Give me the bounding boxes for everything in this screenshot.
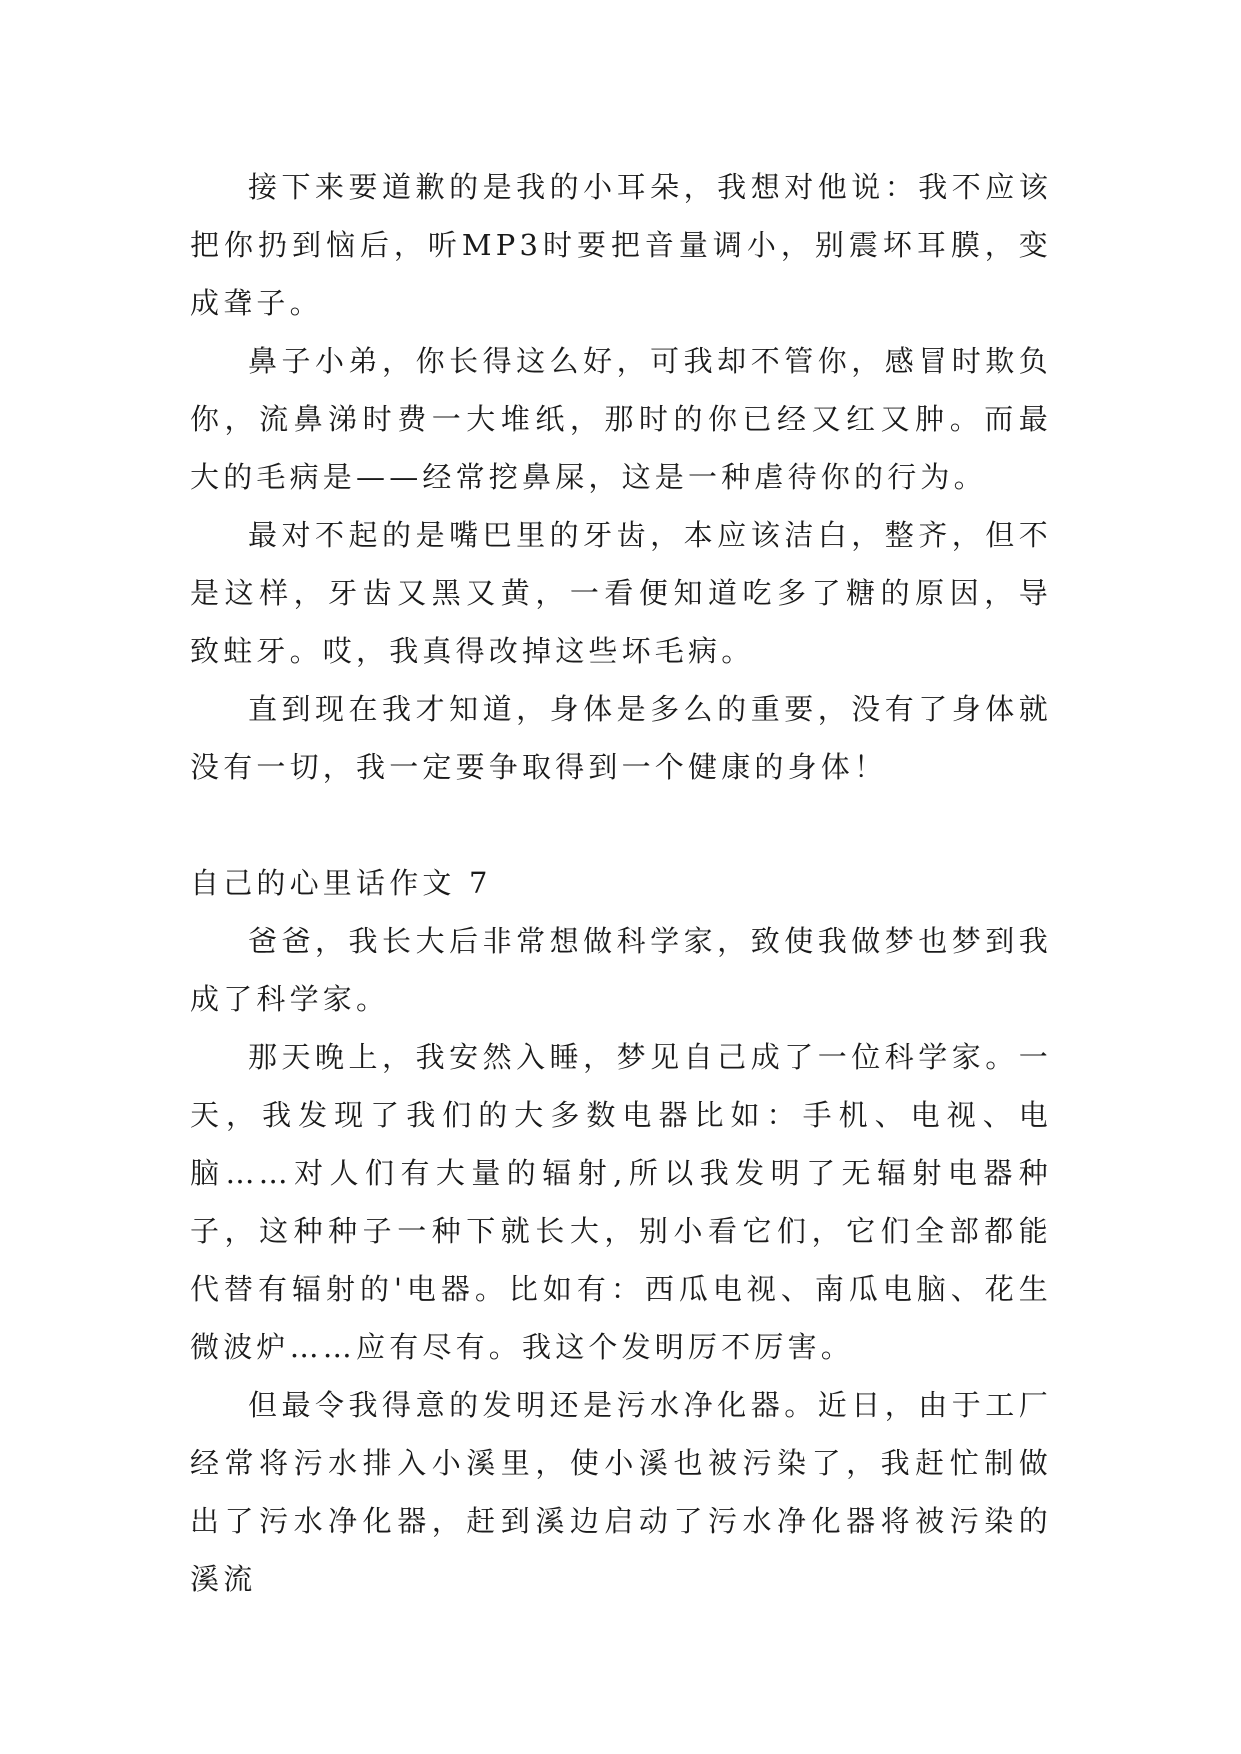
paragraph-health-conclusion: 直到现在我才知道，身体是多么的重要，没有了身体就没有一切，我一定要争取得到一个健康的身体！ — [190, 692, 1052, 784]
paragraph-water-purifier: 但最令我得意的发明还是污水净化器。近日，由于工厂经常将污水排入小溪里，使小溪也被污染了，我赶忙制做出了污水净化器，赶到溪边启动了污水净化器将被污染的溪流 — [190, 1388, 1052, 1596]
paragraph-scientist-dream: 爸爸，我长大后非常想做科学家，致使我做梦也梦到我成了科学家。 — [190, 924, 1052, 1016]
paragraph-ear-apology: 接下来要道歉的是我的小耳朵，我想对他说：我不应该把你扔到恼后，听MP3时要把音量调小，别震坏耳膜，变成聋子。 — [190, 170, 1052, 320]
paragraph-radiation-free-invention: 那天晚上，我安然入睡，梦见自己成了一位科学家。一天，我发现了我们的大多数电器比如：手机、电视、电脑……对人们有大量的辐射,所以我发明了无辐射电器种子，这种种子一种下就长大，别小看它们，它们全部都能代替有辐射的'电器。比如有：西瓜电视、南瓜电脑、花生微波炉……应有尽有。我这个发明厉不厉害。 — [190, 1040, 1052, 1364]
paragraph-nose-apology: 鼻子小弟，你长得这么好，可我却不管你，感冒时欺负你，流鼻涕时费一大堆纸，那时的你已经又红又肿。而最大的毛病是——经常挖鼻屎，这是一种虐待你的行为。 — [190, 344, 1052, 494]
section-title: 自己的心里话作文 7 — [190, 866, 492, 900]
document-body — [190, 158, 1052, 1608]
paragraph-teeth-apology: 最对不起的是嘴巴里的牙齿，本应该洁白，整齐，但不是这样，牙齿又黑又黄，一看便知道吃多了糖的原因，导致蛀牙。哎，我真得改掉这些坏毛病。 — [190, 518, 1052, 668]
